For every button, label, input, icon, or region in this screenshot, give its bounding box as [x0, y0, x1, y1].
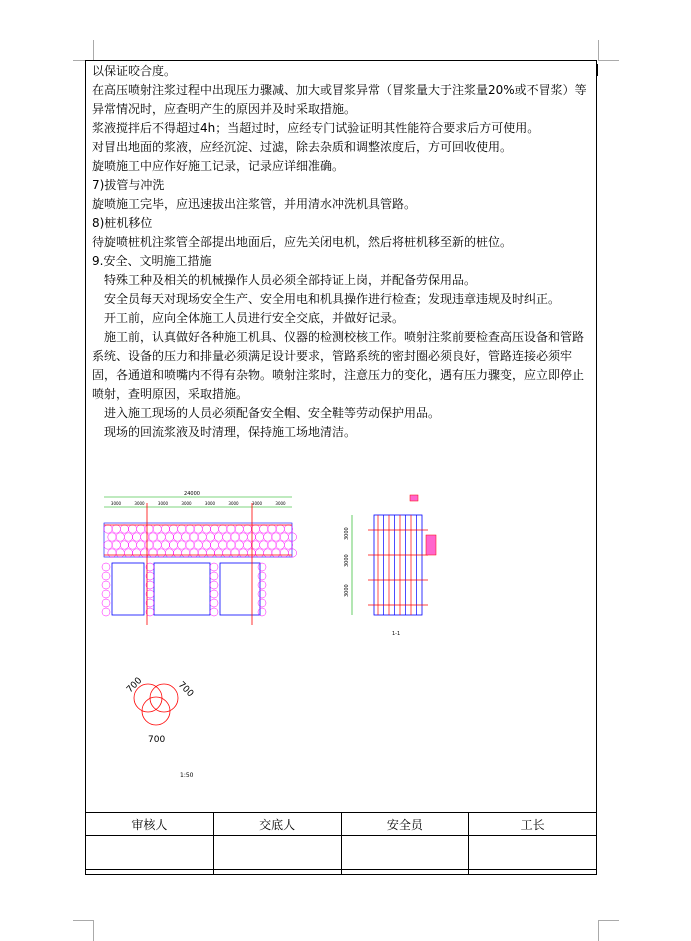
pile-circle	[268, 541, 276, 549]
section-dim: 3000	[344, 527, 350, 540]
paragraph: 在高压喷射注浆过程中出现压力骤减、加大或冒浆异常（冒浆量大于注浆量20%或不冒浆）等异常情况时，应查明产生的原因并及时采取措施。	[92, 83, 587, 116]
pile-circle	[206, 549, 214, 557]
paragraph: 现场的回流浆液及时清理，保持施工场地清洁。	[104, 425, 357, 439]
pile-circle	[145, 541, 153, 549]
pile-circle	[169, 541, 177, 549]
crop-mark-top-left	[73, 40, 94, 61]
pile-circle	[243, 525, 251, 533]
pile-circle	[258, 590, 266, 598]
pile-circle	[219, 525, 227, 533]
pile-circle	[260, 525, 268, 533]
pile-circle	[214, 533, 222, 541]
section-dim: 3000	[344, 554, 350, 567]
pile-circle	[178, 541, 186, 549]
paragraph: 开工前，应向全体施工人员进行安全交底，并做好记录。	[104, 311, 405, 325]
signature-header-discloser: 交底人	[213, 813, 341, 836]
crop-mark-top-right	[598, 40, 619, 61]
section-heading: 8)桩机移位	[92, 216, 153, 230]
signature-cell[interactable]	[213, 836, 341, 875]
plan-dim: 3000	[110, 501, 122, 506]
pile-circle	[255, 549, 263, 557]
section-label: 1-1	[392, 631, 401, 637]
pile-circle	[251, 525, 259, 533]
paragraph: 特殊工种及相关的机械操作人员必须全部持证上岗，并配备劳保用品。	[104, 273, 477, 287]
pile-circle	[169, 525, 177, 533]
plan-total-dim: 24000	[184, 491, 200, 497]
pile-circle	[194, 541, 202, 549]
pile-circle	[258, 581, 266, 589]
pile-circle	[284, 541, 292, 549]
pile-circle	[202, 541, 210, 549]
pile-circle	[255, 533, 263, 541]
pile-circle	[210, 590, 218, 598]
pile-circle	[264, 549, 272, 557]
pile-circle	[178, 525, 186, 533]
pile-circle	[120, 541, 128, 549]
pile-circle	[206, 533, 214, 541]
pile-circle	[190, 533, 198, 541]
pile-circle	[124, 549, 132, 557]
pile-circle	[210, 581, 218, 589]
plan-dim: 3000	[228, 501, 239, 506]
pile-circle	[128, 541, 136, 549]
pile-circle	[112, 525, 120, 533]
pile-circle	[186, 541, 194, 549]
pile-circle	[258, 572, 266, 580]
signature-cell[interactable]	[469, 836, 597, 875]
signature-cell[interactable]	[341, 836, 469, 875]
pile-circle	[284, 525, 292, 533]
pile-circle	[108, 533, 116, 541]
plan-dim: 3000	[157, 501, 169, 506]
pile-circle	[280, 533, 288, 541]
pile-circle	[141, 533, 149, 541]
pile-circle	[223, 533, 231, 541]
paragraph: 浆液搅拌后不得超过4h；当超过时，应经专门试验证明其性能符合要求后方可使用。	[92, 121, 540, 135]
construction-drawing-figure	[92, 485, 472, 785]
pile-circle	[288, 549, 296, 557]
pile-circle	[210, 599, 218, 607]
plan-dim: 3000	[181, 501, 192, 506]
section-heading: 7)拔管与冲洗	[92, 178, 165, 192]
pile-circle	[102, 581, 110, 589]
pile-circle	[198, 533, 206, 541]
pile-circle	[104, 541, 112, 549]
document-body	[92, 62, 594, 442]
pile-circle	[112, 541, 120, 549]
pile-circle	[210, 608, 218, 616]
paragraph: 安全员每天对现场安全生产、安全用电和机具操作进行检查；发现违章违规及时纠正。	[104, 292, 561, 306]
pile-circle	[210, 563, 218, 571]
pile-circle	[235, 541, 243, 549]
paragraph: 施工前，认真做好各种施工机具、仪器的检测校核工作。喷射注浆前要检查高压设备和管路系统、设备的压力和排量必须满足设计要求，管路系统的密封圈必须良好，管路连接必须牢固，各通道和喷嘴内不得有杂物。喷射注浆时，注意压力的变化，遇有压力骤变，应立即停止喷射，查明原因，采取措施。	[92, 330, 585, 401]
pile-circle	[231, 533, 239, 541]
signature-header-foreman: 工长	[469, 813, 597, 836]
pile-circle	[116, 533, 124, 541]
pile-circle	[251, 541, 259, 549]
pile-circle	[132, 533, 140, 541]
pile-circle	[173, 549, 181, 557]
pile-circle	[128, 525, 136, 533]
paragraph: 以保证咬合度。	[92, 64, 177, 78]
pile-circle	[247, 533, 255, 541]
pile-circle	[120, 525, 128, 533]
plan-dim: 3000	[275, 501, 286, 506]
pile-circle	[243, 541, 251, 549]
pile-overlap-detail	[125, 676, 195, 779]
pile-circle	[102, 608, 110, 616]
pile-circle	[141, 549, 149, 557]
pile-circle	[227, 541, 235, 549]
pile-circle	[235, 525, 243, 533]
pile-circle	[288, 533, 296, 541]
pile-circle	[186, 525, 194, 533]
plan-dim: 3000	[251, 501, 263, 506]
pile-circle	[102, 590, 110, 598]
plan-dim: 3000	[134, 501, 145, 506]
signature-header-safety-officer: 安全员	[341, 813, 469, 836]
plan-view	[102, 491, 297, 625]
detail-dim: 700	[148, 735, 166, 745]
crop-mark-bottom-right	[598, 920, 619, 941]
pile-circle	[182, 549, 190, 557]
signature-table	[85, 812, 597, 875]
pile-circle	[260, 541, 268, 549]
pile-circle	[190, 549, 198, 557]
pile-circle	[272, 533, 280, 541]
detail-scale: 1:50	[180, 772, 194, 779]
pile-circle	[239, 549, 247, 557]
pile-circle	[231, 549, 239, 557]
paragraph: 旋喷施工中应作好施工记录，记录应详细准确。	[92, 159, 345, 173]
pile-circle	[194, 525, 202, 533]
text-cursor	[596, 64, 598, 76]
pile-circle	[258, 599, 266, 607]
pile-circle	[227, 525, 235, 533]
crop-mark-bottom-left	[73, 920, 94, 941]
signature-header-reviewer: 审核人	[86, 813, 214, 836]
pile-circle	[149, 533, 157, 541]
pile-circle	[153, 525, 161, 533]
pile-circle	[157, 533, 165, 541]
paragraph: 对冒出地面的浆液，应经沉淀、过滤，除去杂质和调整浓度后，方可回收使用。	[92, 140, 513, 154]
detail-dim: 700	[175, 680, 196, 700]
section-dim: 3000	[344, 584, 350, 597]
pile-circle	[116, 549, 124, 557]
paragraph: 旋喷施工完毕，应迅速拔出注浆管，并用清水冲洗机具管路。	[92, 197, 417, 211]
plan-dim: 3000	[204, 501, 216, 506]
pile-circle	[264, 533, 272, 541]
pile-circle	[165, 533, 173, 541]
pile-circle	[104, 525, 112, 533]
pile-circle	[280, 549, 288, 557]
section-view	[344, 495, 436, 637]
pile-circle	[219, 541, 227, 549]
paragraph: 待旋喷桩机注浆管全部提出地面后，应先关闭电机，然后将桩机移至新的桩位。	[92, 235, 513, 249]
pile-circle	[239, 533, 247, 541]
pile-circle	[272, 549, 280, 557]
pile-circle	[161, 525, 169, 533]
pile-circle	[223, 549, 231, 557]
pile-circle	[198, 549, 206, 557]
pile-circle	[210, 572, 218, 580]
pile-circle	[102, 599, 110, 607]
pile-circle	[161, 541, 169, 549]
pile-circle	[214, 549, 222, 557]
pile-circle	[108, 549, 116, 557]
pile-circle	[137, 541, 145, 549]
pile-circle	[276, 541, 284, 549]
pile-circle	[258, 608, 266, 616]
pile-circle	[153, 541, 161, 549]
detail-dim: 700	[125, 675, 145, 696]
pile-circle	[165, 549, 173, 557]
paragraph: 进入施工现场的人员必须配备安全帽、安全鞋等劳动保护用品。	[104, 406, 441, 420]
pile-circle	[182, 533, 190, 541]
pile-circle	[247, 549, 255, 557]
pile-circle	[258, 563, 266, 571]
pile-circle	[102, 563, 110, 571]
pile-circle	[102, 572, 110, 580]
pile-circle	[157, 549, 165, 557]
pile-circle	[132, 549, 140, 557]
pile-circle	[149, 549, 157, 557]
pile-circle	[268, 525, 276, 533]
pile-circle	[210, 525, 218, 533]
pile-circle	[145, 525, 153, 533]
pile-circle	[276, 525, 284, 533]
pile-circle	[173, 533, 181, 541]
pile-circle	[202, 525, 210, 533]
signature-cell[interactable]	[86, 836, 214, 875]
pile-circle	[210, 541, 218, 549]
section-heading: 9.安全、文明施工措施	[92, 254, 212, 268]
pile-circle	[137, 525, 145, 533]
pile-circle	[124, 533, 132, 541]
